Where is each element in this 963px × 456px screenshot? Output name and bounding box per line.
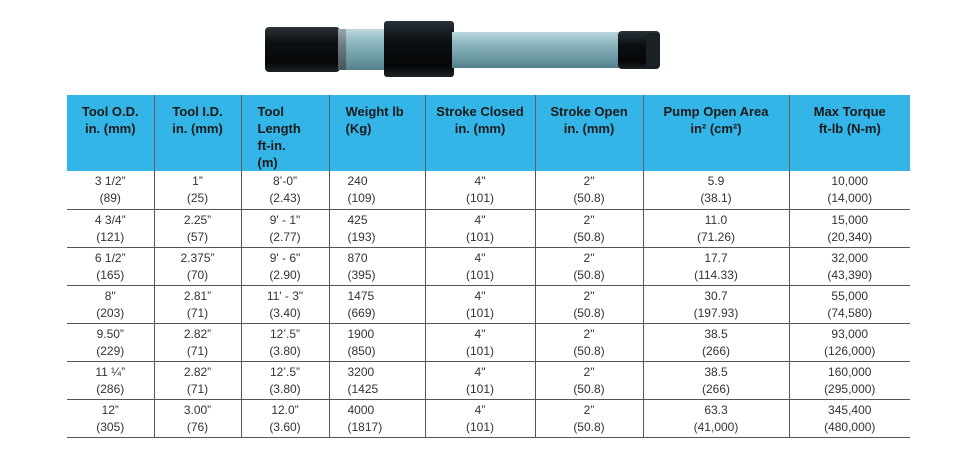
cell-tool-length — [241, 247, 329, 285]
value-imperial: 4" — [474, 212, 486, 227]
value-imperial: 11.0 — [704, 212, 728, 227]
value-imperial: 160,000 — [828, 364, 872, 379]
header-stroke-open: Stroke Open in. (mm) — [535, 95, 643, 171]
cell-pump-open-area — [643, 171, 789, 209]
value-imperial: 9' - 1" — [269, 212, 301, 227]
value-metric: (50.8) — [573, 191, 605, 205]
table-row — [67, 171, 910, 209]
cell-tool-id — [154, 361, 241, 399]
value-metric: (101) — [465, 381, 494, 396]
value-imperial: 4" — [474, 326, 486, 341]
cell-tool-id — [154, 247, 241, 285]
value-metric: (850) — [347, 343, 376, 358]
value-imperial: 4" — [474, 364, 486, 379]
value-imperial: 4" — [474, 174, 486, 188]
value-metric: (1425 — [347, 381, 379, 396]
tool-left-end — [265, 27, 340, 72]
cell-tool-length — [241, 323, 329, 361]
cell-tool-length — [241, 171, 329, 209]
table-row — [67, 247, 910, 285]
value-metric: (2.90) — [269, 267, 301, 282]
table-row — [67, 209, 910, 247]
value-imperial: 12’.5” — [269, 326, 301, 341]
cell-tool-id — [154, 285, 241, 323]
value-metric: (3.80) — [269, 343, 301, 358]
value-imperial: 1” — [192, 174, 203, 188]
header-stroke-closed: Stroke Closed in. (mm) — [425, 95, 535, 171]
value-imperial: 345,400 — [828, 402, 872, 417]
tool-teal-section-left — [346, 29, 386, 70]
value-imperial: 8" — [104, 288, 116, 303]
value-metric: (101) — [465, 343, 494, 358]
value-imperial: 870 — [347, 250, 368, 265]
value-imperial: 4" — [474, 288, 486, 303]
cell-weight — [329, 171, 425, 209]
value-metric: (2.43) — [269, 191, 301, 205]
cell-weight — [329, 247, 425, 285]
value-metric: (41,000) — [693, 419, 739, 434]
value-metric: (76) — [186, 419, 209, 434]
header-pump-open-area: Pump Open Area in² (cm²) — [643, 95, 789, 171]
value-imperial: 32,000 — [831, 250, 869, 265]
cell-stroke-closed — [425, 399, 535, 437]
value-metric: (101) — [465, 267, 494, 282]
table-row — [67, 323, 910, 361]
value-imperial: 1900 — [347, 326, 375, 341]
value-metric: (305) — [96, 419, 125, 434]
value-metric: (70) — [186, 267, 209, 282]
value-imperial: 240 — [347, 174, 368, 188]
value-metric: (295,000) — [824, 381, 876, 396]
value-imperial: 4” — [474, 402, 486, 417]
value-imperial: 8’-0” — [272, 174, 297, 188]
header-weight: Weight lb (Kg) — [329, 95, 425, 171]
value-metric: (101) — [465, 305, 494, 320]
cell-tool-length — [241, 361, 329, 399]
cell-pump-open-area — [643, 361, 789, 399]
value-metric: (101) — [465, 191, 494, 205]
value-imperial: 3200 — [347, 364, 375, 379]
table-header-row — [67, 95, 910, 171]
value-imperial: 3.00” — [183, 402, 212, 417]
value-metric: (266) — [701, 343, 730, 358]
cell-max-torque — [789, 399, 910, 437]
value-metric: (50.8) — [573, 381, 605, 396]
value-metric: (43,390) — [827, 267, 873, 282]
table-row — [67, 361, 910, 399]
table-row — [67, 399, 910, 437]
cell-tool-id — [154, 209, 241, 247]
value-imperial: 425 — [347, 212, 368, 227]
cell-weight — [329, 323, 425, 361]
cell-stroke-closed — [425, 361, 535, 399]
value-metric: (50.8) — [573, 229, 605, 244]
value-metric: (480,000) — [824, 419, 876, 434]
value-metric: (286) — [96, 381, 125, 396]
table-row — [67, 285, 910, 323]
cell-weight — [329, 399, 425, 437]
value-metric: (71) — [186, 381, 209, 396]
value-imperial: 30.7 — [704, 288, 728, 303]
cell-tool-od — [67, 209, 154, 247]
cell-tool-od — [67, 399, 154, 437]
value-imperial: 2.375” — [180, 250, 215, 265]
value-imperial: 63.3 — [704, 402, 728, 417]
value-metric: (50.8) — [573, 419, 605, 434]
cell-stroke-closed — [425, 285, 535, 323]
cell-pump-open-area — [643, 285, 789, 323]
value-metric: (114.33) — [694, 267, 738, 282]
cell-pump-open-area — [643, 323, 789, 361]
value-metric: (50.8) — [573, 267, 605, 282]
value-metric: (50.8) — [573, 305, 605, 320]
value-imperial: 11 ¼” — [95, 364, 126, 379]
cell-pump-open-area — [643, 247, 789, 285]
value-metric: (109) — [347, 191, 376, 205]
value-metric: (50.8) — [573, 343, 605, 358]
value-metric: (165) — [96, 267, 125, 282]
cell-max-torque — [789, 209, 910, 247]
cell-weight — [329, 209, 425, 247]
cell-max-torque — [789, 323, 910, 361]
cell-tool-od — [67, 323, 154, 361]
cell-tool-od — [67, 361, 154, 399]
cell-tool-id — [154, 399, 241, 437]
cell-pump-open-area — [643, 399, 789, 437]
cell-max-torque — [789, 361, 910, 399]
value-imperial: 2" — [583, 212, 595, 227]
value-metric: (3.60) — [269, 419, 301, 434]
cell-stroke-open — [535, 171, 643, 209]
value-imperial: 2" — [583, 250, 595, 265]
value-imperial: 12.0” — [271, 402, 299, 417]
cell-stroke-closed — [425, 247, 535, 285]
header-tool-length: Tool Length ft-in. (m) — [241, 95, 329, 171]
cell-weight — [329, 361, 425, 399]
cell-tool-od — [67, 247, 154, 285]
value-metric: (229) — [96, 343, 125, 358]
value-imperial: 4000 — [347, 402, 375, 417]
cell-tool-length — [241, 209, 329, 247]
value-metric: (3.40) — [269, 305, 301, 320]
header-tool-id: Tool I.D. in. (mm) — [154, 95, 241, 171]
value-imperial: 9.50” — [96, 326, 124, 341]
cell-stroke-open — [535, 361, 643, 399]
value-metric: (2.77) — [269, 229, 301, 244]
value-imperial: 5.9 — [707, 174, 725, 188]
value-imperial: 2.81” — [183, 288, 212, 303]
value-metric: (71.26) — [696, 229, 736, 244]
value-imperial: 93,000 — [831, 326, 869, 341]
value-metric: (57) — [186, 229, 209, 244]
value-metric: (38.1) — [700, 191, 732, 205]
cell-weight — [329, 285, 425, 323]
value-imperial: 2" — [583, 364, 595, 379]
cell-stroke-open — [535, 247, 643, 285]
cell-stroke-closed — [425, 171, 535, 209]
value-imperial: 1475 — [347, 288, 375, 303]
value-metric: (1817) — [347, 419, 383, 434]
cell-tool-od — [67, 285, 154, 323]
cell-stroke-open — [535, 209, 643, 247]
value-imperial: 2” — [583, 402, 595, 417]
header-tool-od: Tool O.D. in. (mm) — [67, 95, 154, 171]
value-imperial: 6 1/2” — [94, 250, 126, 265]
cell-pump-open-area — [643, 209, 789, 247]
value-metric: (126,000) — [824, 343, 876, 358]
cell-stroke-closed — [425, 209, 535, 247]
header-max-torque: Max Torque ft-lb (N-m) — [789, 95, 910, 171]
value-metric: (203) — [96, 305, 125, 320]
value-imperial: 2" — [583, 174, 595, 188]
value-imperial: 2" — [583, 326, 595, 341]
value-imperial: 15,000 — [831, 212, 869, 227]
cell-tool-id — [154, 171, 241, 209]
value-imperial: 38.5 — [704, 364, 728, 379]
value-metric: (3.80) — [269, 381, 301, 396]
value-metric: (121) — [96, 229, 125, 244]
value-metric: (197.93) — [693, 305, 739, 320]
value-imperial: 2.82” — [183, 364, 212, 379]
value-metric: (25) — [186, 191, 209, 205]
value-imperial: 12” — [101, 402, 119, 417]
value-imperial: 38.5 — [704, 326, 728, 341]
value-imperial: 10,000 — [831, 174, 869, 188]
value-metric: (669) — [347, 305, 376, 320]
value-metric: (71) — [186, 343, 209, 358]
value-metric: (89) — [99, 191, 121, 205]
value-imperial: 9' - 6" — [269, 250, 301, 265]
cell-max-torque — [789, 285, 910, 323]
cell-tool-od — [67, 171, 154, 209]
value-imperial: 2.82” — [183, 326, 212, 341]
tool-teal-mandrel — [452, 32, 620, 68]
value-metric: (395) — [347, 267, 376, 282]
cell-stroke-closed — [425, 323, 535, 361]
cell-max-torque — [789, 171, 910, 209]
value-metric: (266) — [701, 381, 730, 396]
value-metric: (101) — [465, 419, 494, 434]
value-metric: (20,340) — [827, 229, 873, 244]
value-metric: (14,000) — [827, 191, 873, 205]
value-imperial: 2" — [583, 288, 595, 303]
cell-max-torque — [789, 247, 910, 285]
value-imperial: 4" — [474, 250, 486, 265]
cell-stroke-open — [535, 323, 643, 361]
tool-illustration — [0, 0, 963, 88]
value-imperial: 17.7 — [704, 250, 728, 265]
value-metric: (71) — [186, 305, 209, 320]
value-imperial: 3 1/2” — [94, 174, 126, 188]
value-imperial: 55,000 — [831, 288, 869, 303]
value-metric: (74,580) — [827, 305, 873, 320]
cell-tool-length — [241, 399, 329, 437]
value-metric: (101) — [465, 229, 494, 244]
cell-tool-id — [154, 323, 241, 361]
value-imperial: 11' - 3" — [266, 288, 304, 303]
value-imperial: 2.25” — [183, 212, 212, 227]
cell-stroke-open — [535, 285, 643, 323]
value-metric: (193) — [347, 229, 376, 244]
cell-tool-length — [241, 285, 329, 323]
value-imperial: 4 3/4” — [94, 212, 126, 227]
value-imperial: 12’.5” — [269, 364, 301, 379]
cell-stroke-open — [535, 399, 643, 437]
tool-spec-table — [67, 95, 910, 438]
tool-middle-sub — [384, 21, 454, 77]
